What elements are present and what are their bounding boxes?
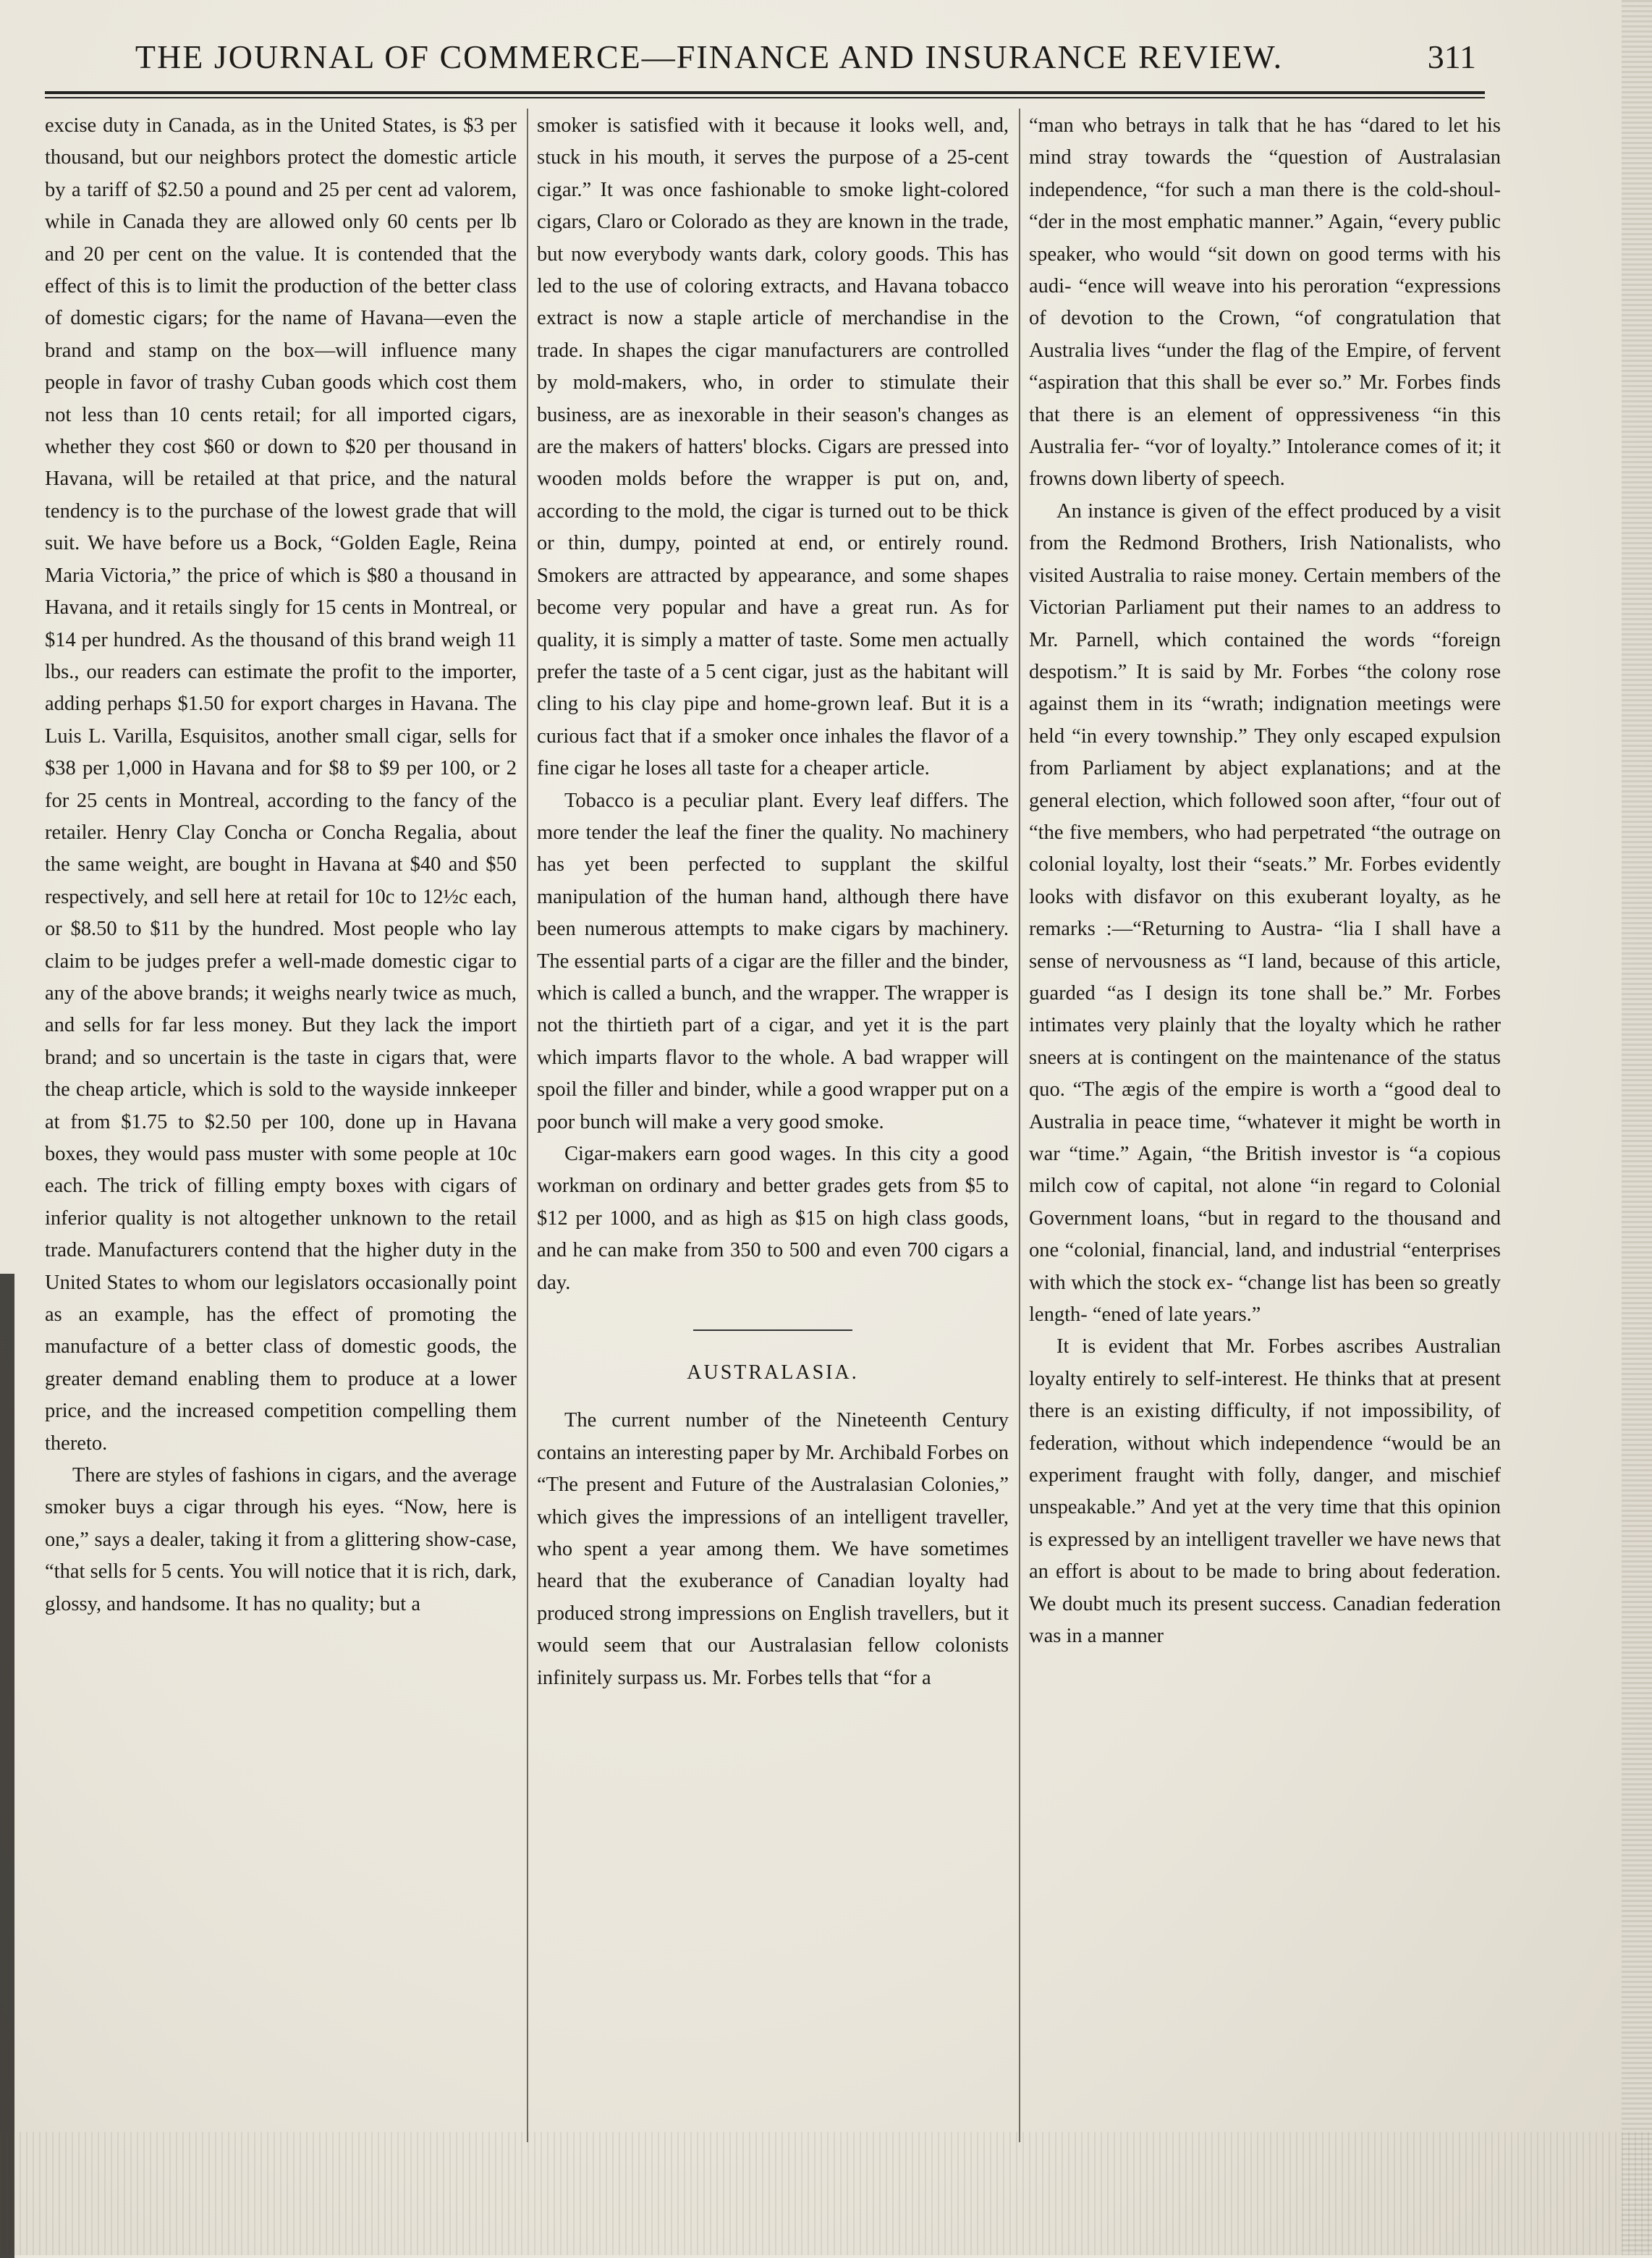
page-left-shadow [0, 1274, 14, 2258]
paragraph: Cigar-makers earn good wages. In this city a good workman on ordinary and better grades gets from $5 to $12 per 1000, and as high as $15 on high class goods, and he can make from 350 to 500 and even 700 cigars a day. [537, 1143, 1009, 1294]
paragraph: An instance is given of the effect produced by a visit from the Redmond Brothers, Irish Nationalists, who visited Australia to raise money. Certain members of the Victorian Parliament put their names to an address to Mr. Parnell, which contained the words “foreign despotism.” It is said by Mr. Forbes “the colony rose against them in its “wrath; indignation meetings were held “in every township.” They only escaped expulsion from Parliament by abject explanations; and at the general election, which followed soon after, “four out of “the five members, who had perpetrated “the outrage on colonial loyalty, lost their “seats.” Mr. Forbes evidently looks with disfavor on this exuberant loyalty, as he remarks :—“Returning to Austra- “lia I shall have a sense of nervousness as “I land, because of this article, guarded “as I design its tone shall be.” Mr. Forbes intimates very plainly that the loyalty which he rather sneers at is contingent on the maintenance of the status quo. “The ægis of the empire is worth a “good deal to Australia in peace time, “whatever it might be worth in war “time.” Again, “the British investor is “a copious milch cow of capital, not alone “in regard to Colonial Government loans, “but in regard to the thousand and one “colonial, financial, land, and industrial “enterprises with which the stock ex- “change list has been so greatly length- “ened of late years.” [1029, 499, 1501, 1327]
column-1 [45, 110, 517, 1620]
section-divider [693, 1329, 852, 1331]
page-header [29, 30, 1476, 81]
paragraph: It is evident that Mr. Forbes ascribes Australian loyalty entirely to self-interest. He thinks that at present there is an existing difficulty, if not impossibility, of federation, without which independence “would be an experiment fraught with folly, danger, and mischief unspeakable.” And yet at the very time that this opinion is expressed by an intelligent traveller we have news that an effort is about to be made to bring about federation. We doubt much its present success. Canadian federation was in a manner [1029, 1335, 1501, 1648]
column-divider [527, 109, 528, 2142]
column-2 [537, 110, 1009, 1694]
paragraph: The current number of the Nineteenth Century contains an interesting paper by Mr. Archibald Forbes on “The present and Future of the Australasian Colonies,” which gives the impressions of an intelligent traveller, who spent a year among them. We have sometimes heard that the exuberance of Canadian loyalty had produced strong impressions on English travellers, but it would seem that our Australasian fellow colonists infinitely surpass us. Mr. Forbes tells that “for a [537, 1409, 1009, 1689]
paragraph: There are styles of fashions in cigars, and the average smoker buys a cigar through his eyes. “Now, here is one,” says a dealer, taking it from a glittering show-case, “that sells for 5 cents. You will notice that it is rich, dark, glossy, and handsome. It has no quality; but a [45, 1464, 517, 1615]
header-rule-thick [45, 91, 1485, 94]
paragraph: “man who betrays in talk that he has “dared to let his mind stray towards the “question of Australasian independence, “for such a man there is the cold-shoul- “der in the most emphatic manner.” Again, “every public speaker, who would “sit down on good terms with his audi- “ence will weave into his peroration “expressions of devotion to the Crown, “of congratulation that Australia lives “under the flag of the Empire, of fervent “aspiration that this shall be ever so.” Mr. Forbes finds that there is an element of oppressiveness “in this Australia fer- “vor of loyalty.” Intolerance comes of it; it frowns down liberty of speech. [1029, 114, 1501, 491]
journal-title: THE JOURNAL OF COMMERCE—FINANCE AND INSURANCE REVIEW. [135, 38, 1284, 75]
column-3 [1029, 110, 1501, 1653]
section-heading: AUSTRALASIA. [687, 1361, 859, 1384]
page-bottom-speckle [0, 2132, 1652, 2255]
paragraph: Tobacco is a peculiar plant. Every leaf differs. The more tender the leaf the finer the quality. No machinery has yet been perfected to supplant the skilful manipulation of the human hand, although there have been numerous attempts to make cigars by machinery. The essential parts of a cigar are the filler and the binder, which is called a bunch, and the wrapper. The wrapper is not the thirtieth part of a cigar, and yet it is the part which imparts flavor to the whole. A bad wrapper will spoil the filler and binder, while a good wrapper put on a poor bunch will make a very good smoke. [537, 789, 1009, 1133]
page-binding-edge [1622, 0, 1652, 2255]
column-divider [1019, 109, 1020, 2142]
header-rule-thin [45, 97, 1485, 98]
page-number: 311 [1427, 38, 1476, 75]
paragraph: excise duty in Canada, as in the United States, is $3 per thousand, but our neighbors protect the domestic article by a tariff of $2.50 a pound and 25 per cent ad valorem, while in Canada they are allowed only 60 cents per lb and 20 per cent on the value. It is contended that the effect of this is to limit the production of the better class of domestic cigars; for the name of Havana—even the brand and stamp on the box—will influence many people in favor of trashy Cuban goods which cost them not less than 10 cents retail; for all imported cigars, whether they cost $60 or down to $20 per thousand in Havana, will be retailed at that price, and the natural tendency is to the purchase of the lowest grade that will suit. We have before us a Bock, “Golden Eagle, Reina Maria Victoria,” the price of which is $80 a thousand in Havana, and it retails singly for 15 cents in Montreal, or $14 per hundred. As the thousand of this brand weigh 11 lbs., our readers can estimate the profit to the importer, adding perhaps $1.50 for export charges in Havana. The Luis L. Varilla, Esquisitos, another small cigar, sells for $38 per 1,000 in Havana and for $8 to $9 per 100, or 2 for 25 cents in Montreal, according to the fancy of the retailer. Henry Clay Concha or Concha Regalia, about the same weight, are bought in Havana at $40 and $50 respectively, and sell here at retail for 10c to 12½c each, or $8.50 to $11 by the hundred. Most people who lay claim to be judges prefer a well-made domestic cigar to any of the above brands; it weighs nearly twice as much, and sells for far less money. But they lack the import brand; and so uncertain is the taste in cigars that, were the cheap article, which is sold to the wayside innkeeper at from $1.75 to $2.50 per 100, done up in Havana boxes, they would pass muster with some people at 10c each. The trick of filling empty boxes with cigars of inferior quality is not altogether unknown to the retail trade. Manufacturers contend that the higher duty in the United States to whom our legislators occasionally point as an example, has the effect of promoting the manufacture of a better class of domestic goods, the greater demand enabling them to produce at a lower price, and the increased competition compelling them thereto. [45, 114, 517, 1455]
paragraph: smoker is satisfied with it because it looks well, and, stuck in his mouth, it serves the purpose of a 25-cent cigar.” It was once fashionable to smoke light-colored cigars, Claro or Colorado as they are known in the trade, but now everybody wants dark, colory goods. This has led to the use of coloring extracts, and Havana tobacco extract is now a staple article of merchandise in the trade. In shapes the cigar manufacturers are controlled by mold-makers, who, in order to stimulate their business, are as inexorable in their season's changes as are the makers of hatters' blocks. Cigars are pressed into wooden molds before the wrapper is put on, and, according to the mold, the cigar is turned out to be thick or thin, dumpy, pointed at end, or entirely round. Smokers are attracted by appearance, and some shapes become very popular and have a great run. As for quality, it is simply a matter of taste. Some men actually prefer the taste of a 5 cent cigar, just as the habitant will cling to his clay pipe and home-grown leaf. But it is a curious fact that if a smoker once inhales the flavor of a fine cigar he loses all taste for a cheaper article. [537, 114, 1009, 780]
